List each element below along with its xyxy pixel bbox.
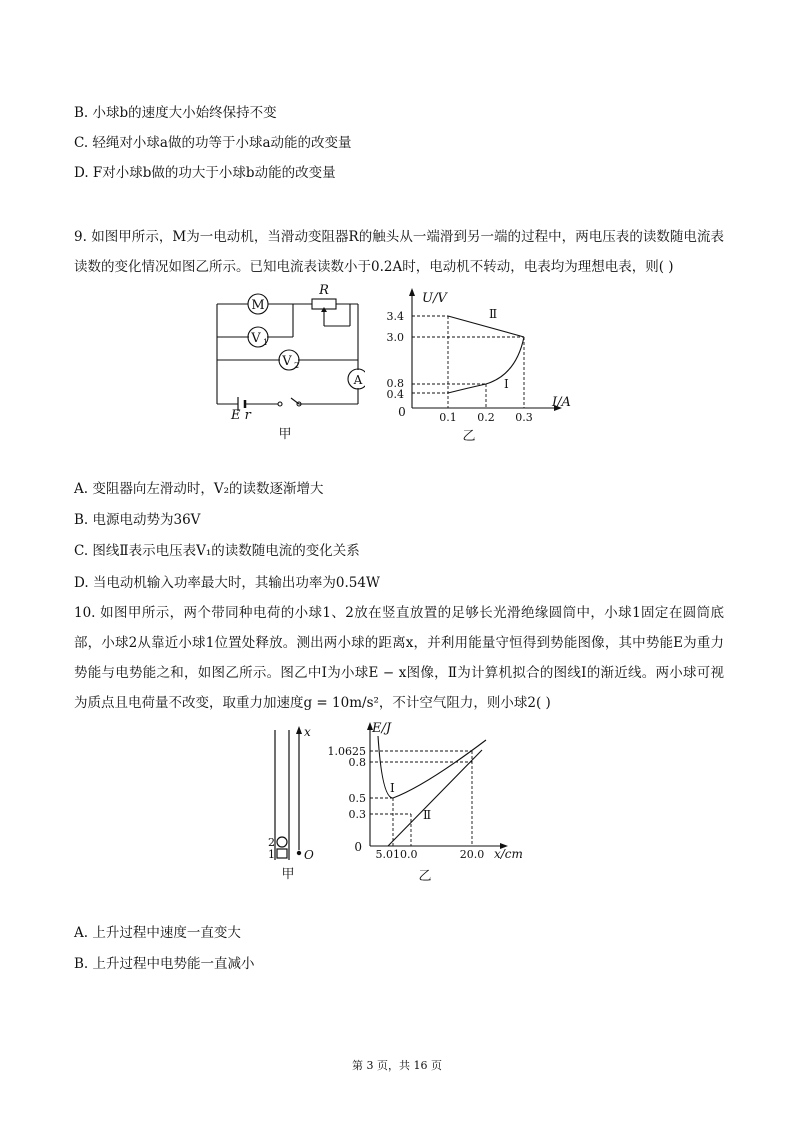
q9-ui-graph [368,280,588,446]
figure-yi-caption: 乙 [418,869,432,884]
q9-x-axis-label: I/A [552,395,571,410]
ammeter-label: A [353,373,363,387]
q10-y-axis-label: E/J [372,721,392,736]
q10-curve-i-label: Ⅰ [390,781,395,795]
source-label: E r [231,408,251,423]
q10-xtick: 5.0 [375,848,393,861]
ball-2-label: 2 [268,836,275,849]
voltmeter-2-label: V [282,354,292,369]
motor-label: M [251,298,265,313]
voltmeter-2-sub: 2 [294,361,300,370]
q9-option-b: B. 电源电动势为36V [74,512,201,528]
q9-xtick: 0.3 [515,411,533,424]
rheostat-label: R [319,283,329,298]
q10-curve-ii-label: Ⅱ [423,808,432,822]
q9-xtick: 0.2 [477,411,495,424]
q9-xtick: 0.1 [439,411,457,424]
figure-yi-caption: 乙 [462,429,476,444]
voltmeter-1-sub: 1 [263,338,269,347]
q10-ytick: 1.0625 [327,745,366,758]
q10-ex-graph [320,716,540,884]
q10-stem: 10. 如图甲所示，两个带同种电荷的小球1、2放在竖直放置的足够长光滑绝缘圆筒中，小球1固定在圆筒底部，小球2从靠近小球1位置处释放。测出两小球的距离x，并利用能量守恒得到势能图像，其中势能E为重力势能与电势能之和，如图乙所示。图乙中Ⅰ为小球E − x图像，Ⅱ为计算机拟合的图线Ⅰ的渐近线。两小球可视为质点且电荷量不改变，取重力加速度g = 10m/s²，不计空气阻力，则小球2( ) [74,605,724,711]
q10-x-axis-label: x/cm [494,847,523,861]
q9-option-c: C. 图线Ⅱ表示电压表V₁的读数随电流的变化关系 [74,543,360,559]
q10-origin-label: 0 [354,840,362,854]
q10-option-a: A. 上升过程中速度一直变大 [74,925,241,941]
q10-xtick: 20.0 [459,848,485,861]
q9-curve-ii-label: Ⅱ [489,307,498,321]
q10-ytick: 0.8 [348,756,366,769]
q9-stem: 9. 如图甲所示，M为一电动机，当滑动变阻器R的触头从一端滑到另一端的过程中，两电压表的读数随电流表读数的变化情况如图乙所示。已知电流表读数小于0.2A时，电动机不转动，电表均为理想电表，则( ) [74,229,724,275]
q9-ytick: 3.0 [386,331,404,344]
q9-y-axis-label: U/V [422,291,447,306]
figure-jia-caption: 甲 [278,427,292,442]
q9-ytick: 0.4 [386,388,404,401]
q10-option-b: B. 上升过程中电势能一直减小 [74,956,255,972]
q9-circuit-figure [205,282,365,442]
ball-1-label: 1 [268,848,275,861]
q8-option-c: C. 轻绳对小球a做的功等于小球a动能的改变量 [74,135,352,151]
q9-curve-i-label: Ⅰ [504,377,509,391]
q10-ytick: 0.5 [348,792,366,805]
q9-option-a: A. 变阻器向左滑动时，V₂的读数逐渐增大 [74,481,324,497]
q8-option-b: B. 小球b的速度大小始终保持不变 [74,105,277,121]
q9-origin-label: 0 [398,405,406,419]
page-footer: 第 3 页，共 16 页 [352,1059,442,1072]
voltmeter-1-label: V [251,331,261,346]
q10-ytick: 0.3 [348,808,366,821]
origin-o-label: O [304,848,314,862]
q9-ytick: 3.4 [386,310,404,323]
q9-ytick: 0.8 [386,377,404,390]
q10-xtick: 10.0 [393,848,418,861]
q9-option-d: D. 当电动机输入功率最大时，其输出功率为0.54W [74,575,380,591]
q10-tube-figure [255,722,325,882]
q8-option-d: D. F对小球b做的功大于小球b动能的改变量 [74,165,336,181]
tube-axis-label: x [304,725,311,739]
figure-jia-caption: 甲 [281,867,295,882]
